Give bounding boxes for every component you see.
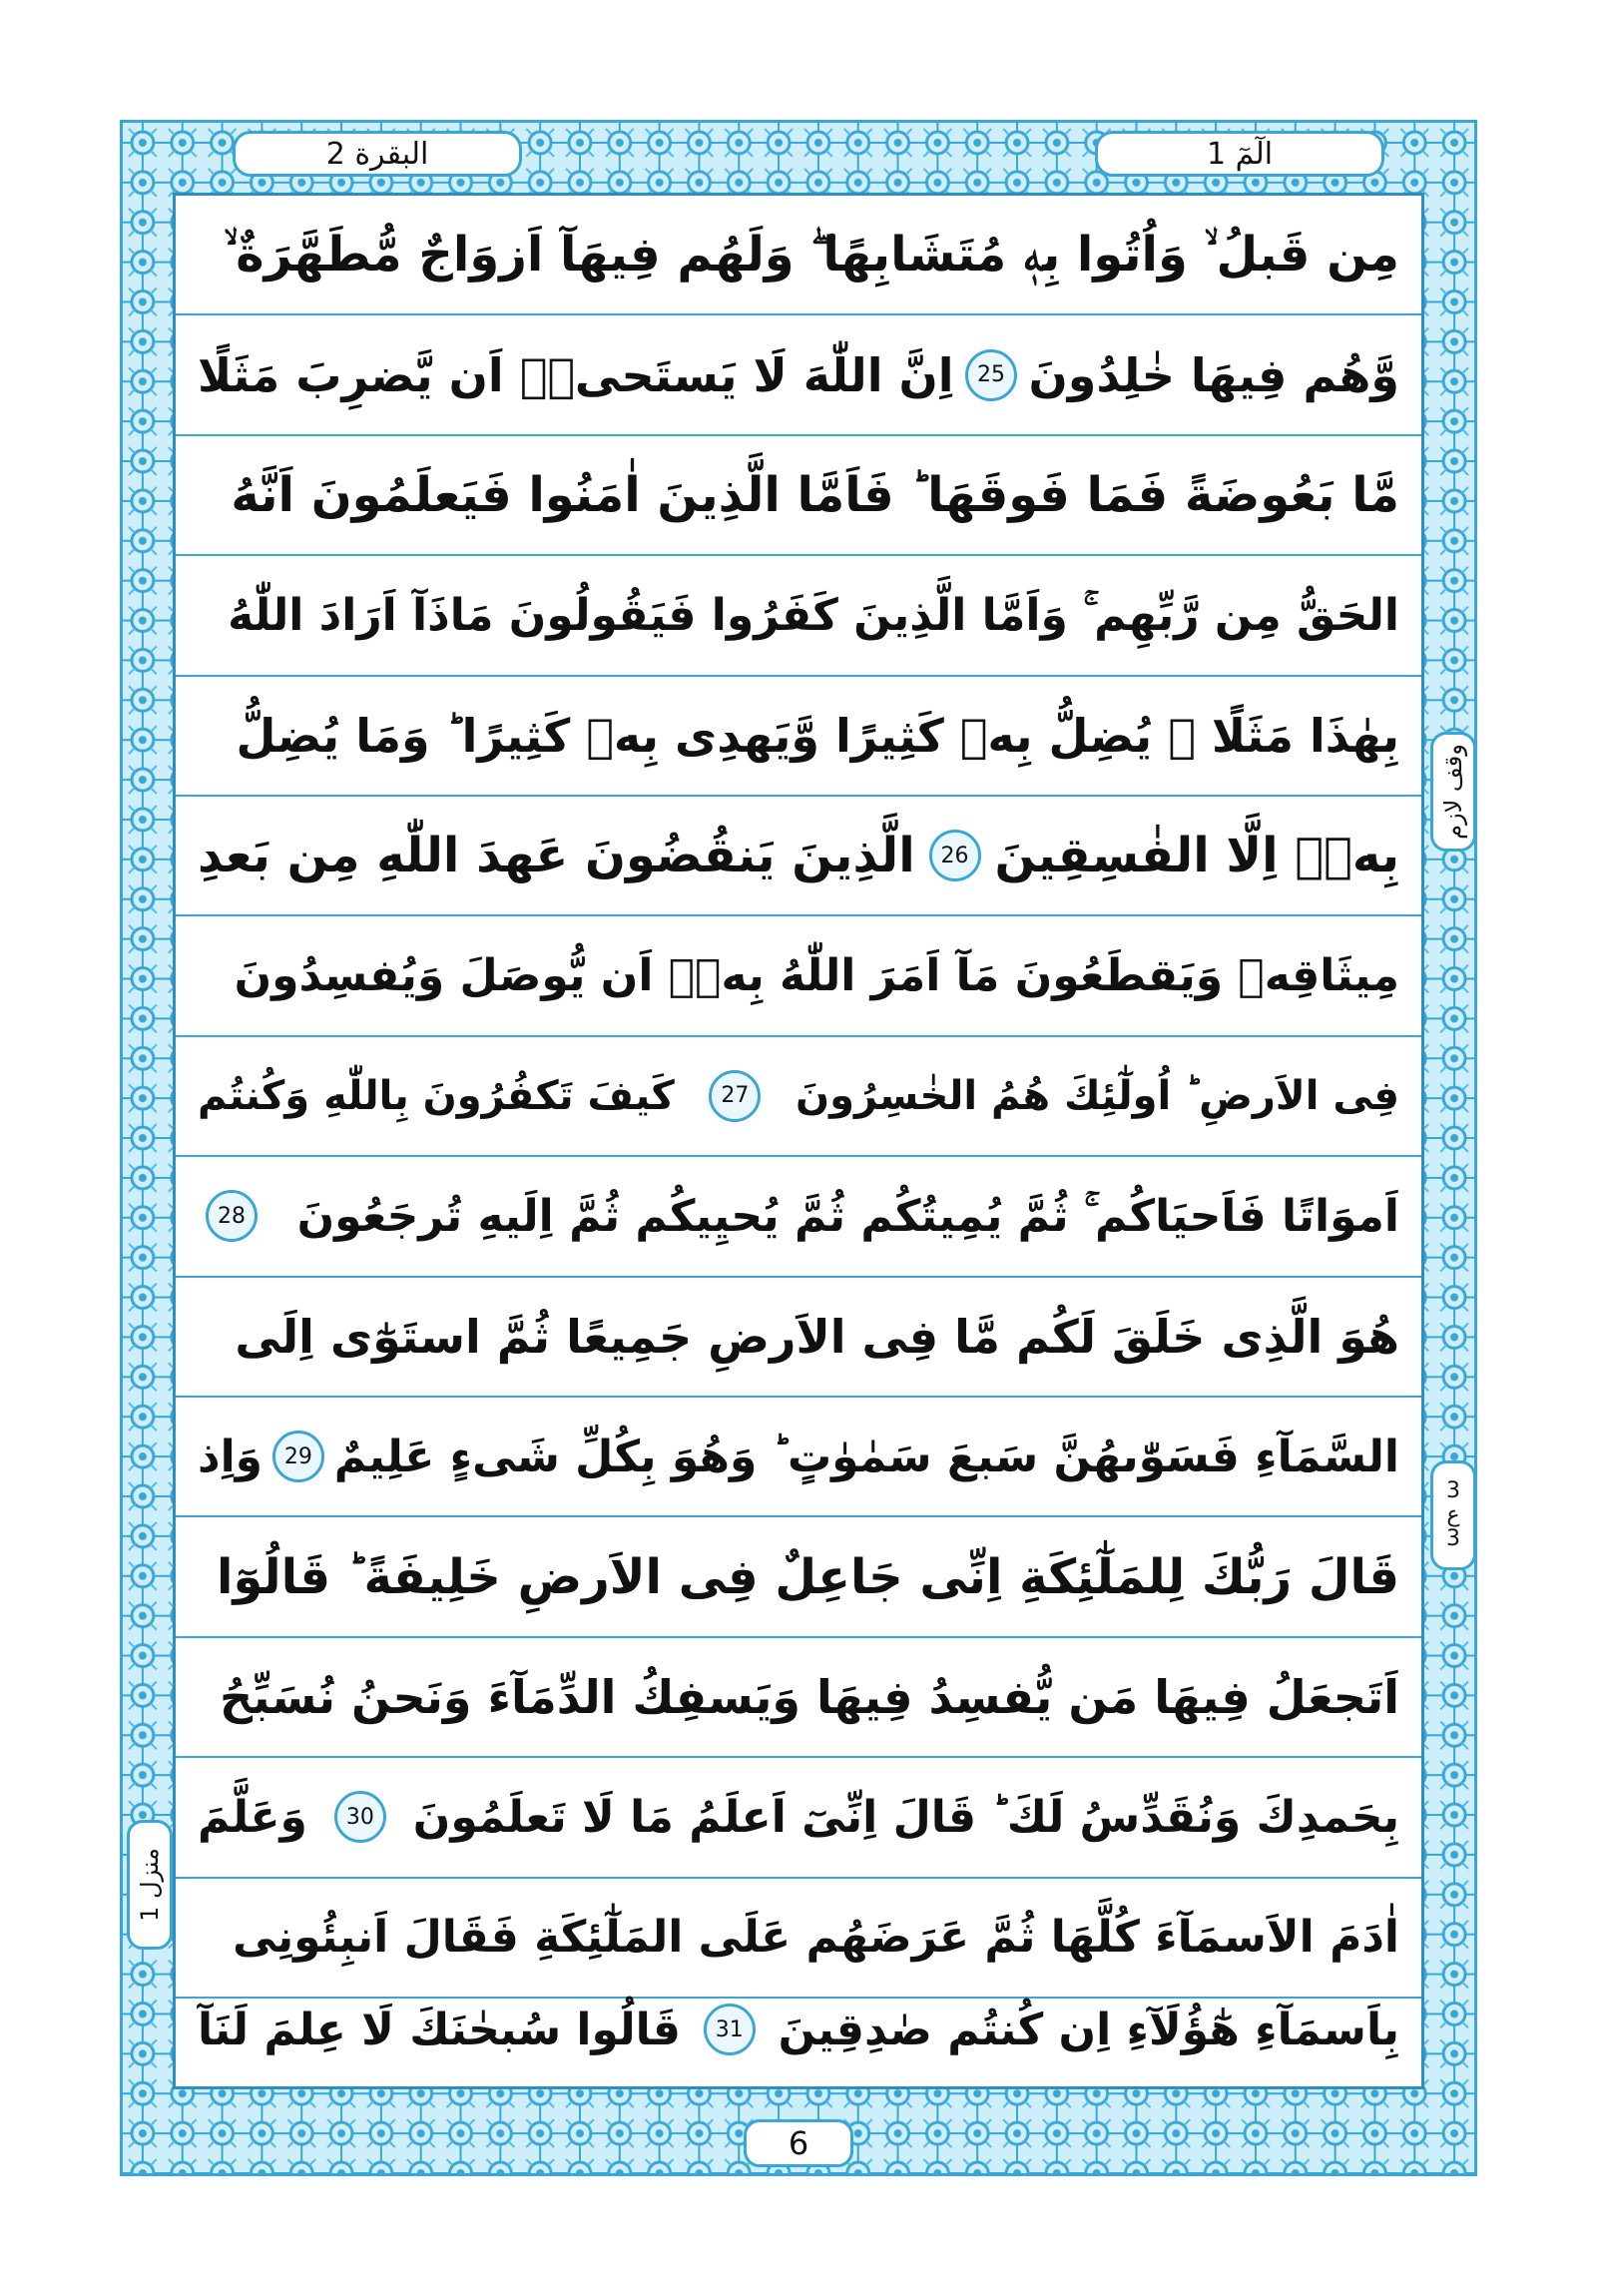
verse-text: اِنَّ اللّٰهَ لَا يَستَحیٖۤ اَن يَّضرِبَ مَثَلًا xyxy=(198,347,954,402)
verse-text: اَموَاتًا فَاَحيَاكُم ۚ ثُمَّ يُمِيتُكُم ثُمَّ يُحيِيكُم ثُمَّ اِلَيهِ تُرجَعُونَ xyxy=(296,1190,1399,1242)
ayah-number-marker: 29 xyxy=(272,1431,324,1482)
text-line xyxy=(176,436,1421,556)
verse-text: وَّهُم فِيهَا خٰلِدُونَ xyxy=(1028,347,1399,402)
quran-text-panel xyxy=(173,193,1424,2089)
verse-text: وَاِذ xyxy=(198,1431,264,1482)
text-line xyxy=(176,1157,1421,1277)
text-line xyxy=(176,556,1421,676)
verse-text: بِهٖۤ اِلَّا الفٰسِقِينَ xyxy=(994,828,1399,884)
verse-text: اَتَجعَلُ فِيهَا مَن يُّفسِدُ فِيهَا وَيَسفِكُ الدِّمَآءَ وَنَحنُ نُسَبِّحُ xyxy=(220,1669,1399,1724)
verse-text: قَالُوا سُبحٰنَكَ لَا عِلمَ لَنَآ xyxy=(198,2004,681,2055)
text-line xyxy=(176,1758,1421,1878)
verse-text: فِى الاَرضِ ؕ اُولٰٓئِكَ هُمُ الخٰسِرُونَ xyxy=(795,1072,1399,1119)
verse-text: كَيفَ تَكفُرُونَ بِاللّٰهِ وَكُنتُم xyxy=(198,1072,675,1119)
text-line xyxy=(176,797,1421,916)
text-line xyxy=(176,1037,1421,1157)
text-line xyxy=(176,1398,1421,1517)
verse-text: مَّا بَعُوضَةً فَمَا فَوقَهَا ؕ فَاَمَّا الَّذِينَ اٰمَنُوا فَيَعلَمُونَ اَنَّهُ xyxy=(231,466,1399,523)
ruku-marker: 3 ع 3 xyxy=(1430,1460,1476,1570)
verse-text: وَعَلَّمَ xyxy=(198,1791,307,1843)
surah-name-label: البقرة 2 xyxy=(233,131,522,177)
text-line xyxy=(176,1517,1421,1637)
verse-text: مِيثَاقِهٖ وَيَقطَعُونَ مَآ اَمَرَ اللّٰهُ بِهٖۤ اَن يُّوصَلَ وَيُفسِدُونَ xyxy=(234,950,1399,1002)
ayah-number-marker: 28 xyxy=(206,1190,258,1242)
verse-text: السَّمَآءِ فَسَوّٰىهُنَّ سَبعَ سَمٰوٰتٍ ؕ وَهُوَ بِكُلِّ شَیءٍ عَلِيمٌ xyxy=(333,1431,1399,1482)
ayah-number-marker: 27 xyxy=(709,1070,761,1122)
para-name-label: الٓمٓ 1 xyxy=(1095,131,1384,177)
verse-text: هُوَ الَّذِی خَلَقَ لَكُم مَّا فِى الاَرضِ جَمِيعًا ثُمَّ استَوٰٓى اِلَى xyxy=(235,1309,1399,1364)
text-line xyxy=(176,1278,1421,1398)
page-number: 6 xyxy=(744,2119,853,2167)
text-line xyxy=(176,916,1421,1036)
ayah-number-marker: 30 xyxy=(334,1791,386,1843)
text-line xyxy=(176,1638,1421,1758)
verse-text: الحَقُّ مِن رَّبِّهِم ۚ وَاَمَّا الَّذِينَ كَفَرُوا فَيَقُولُونَ مَاذَآ اَرَادَ اللّٰهُ xyxy=(228,589,1399,641)
verse-text: بِهٰذَا مَثَلًا ۘ يُضِلُّ بِهٖ كَثِيرًا وَّيَهدِی بِهٖ كَثِيرًا ؕ وَمَا يُضِلُّ xyxy=(236,708,1399,763)
text-line xyxy=(176,315,1421,435)
manzil-marker: منزل 1 xyxy=(127,1820,173,1950)
ayah-number-marker: 26 xyxy=(929,830,981,881)
page-frame xyxy=(120,120,1477,2176)
ayah-number-marker: 31 xyxy=(704,2004,756,2055)
text-line xyxy=(176,677,1421,797)
waqf-marker: وقف لازم xyxy=(1430,732,1476,852)
ayah-number-marker: 25 xyxy=(965,349,1017,401)
text-line xyxy=(176,196,1421,315)
verse-text: قَالَ رَبُّكَ لِلمَلٰٓئِكَةِ اِنِّی جَاعِلٌ فِى الاَرضِ خَلِيفَةً ؕ قَالُوٓا xyxy=(217,1548,1399,1605)
text-line xyxy=(176,1971,1421,2088)
verse-text: بِحَمدِكَ وَنُقَدِّسُ لَكَ ؕ قَالَ اِنِّیٓ اَعلَمُ مَا لَا تَعلَمُونَ xyxy=(412,1791,1399,1843)
verse-text: الَّذِينَ يَنقُضُونَ عَهدَ اللّٰهِ مِن بَعدِ xyxy=(198,828,915,884)
verse-text: اٰدَمَ الاَسمَآءَ كُلَّهَا ثُمَّ عَرَضَهُم عَلَى المَلٰٓئِكَةِ فَقَالَ اَنبِئُونِی xyxy=(233,1912,1399,1964)
verse-text: مِن قَبلُ ۙ وَاُتُوا بِهٖ مُتَشَابِهًا ۖ وَلَهُم فِيهَآ اَزوَاجٌ مُّطَهَّرَةٌ ۙ xyxy=(224,226,1399,283)
verse-text: بِاَسمَآءِ هٰٓؤُلَآءِ اِن كُنتُم صٰدِقِينَ xyxy=(778,2004,1399,2055)
